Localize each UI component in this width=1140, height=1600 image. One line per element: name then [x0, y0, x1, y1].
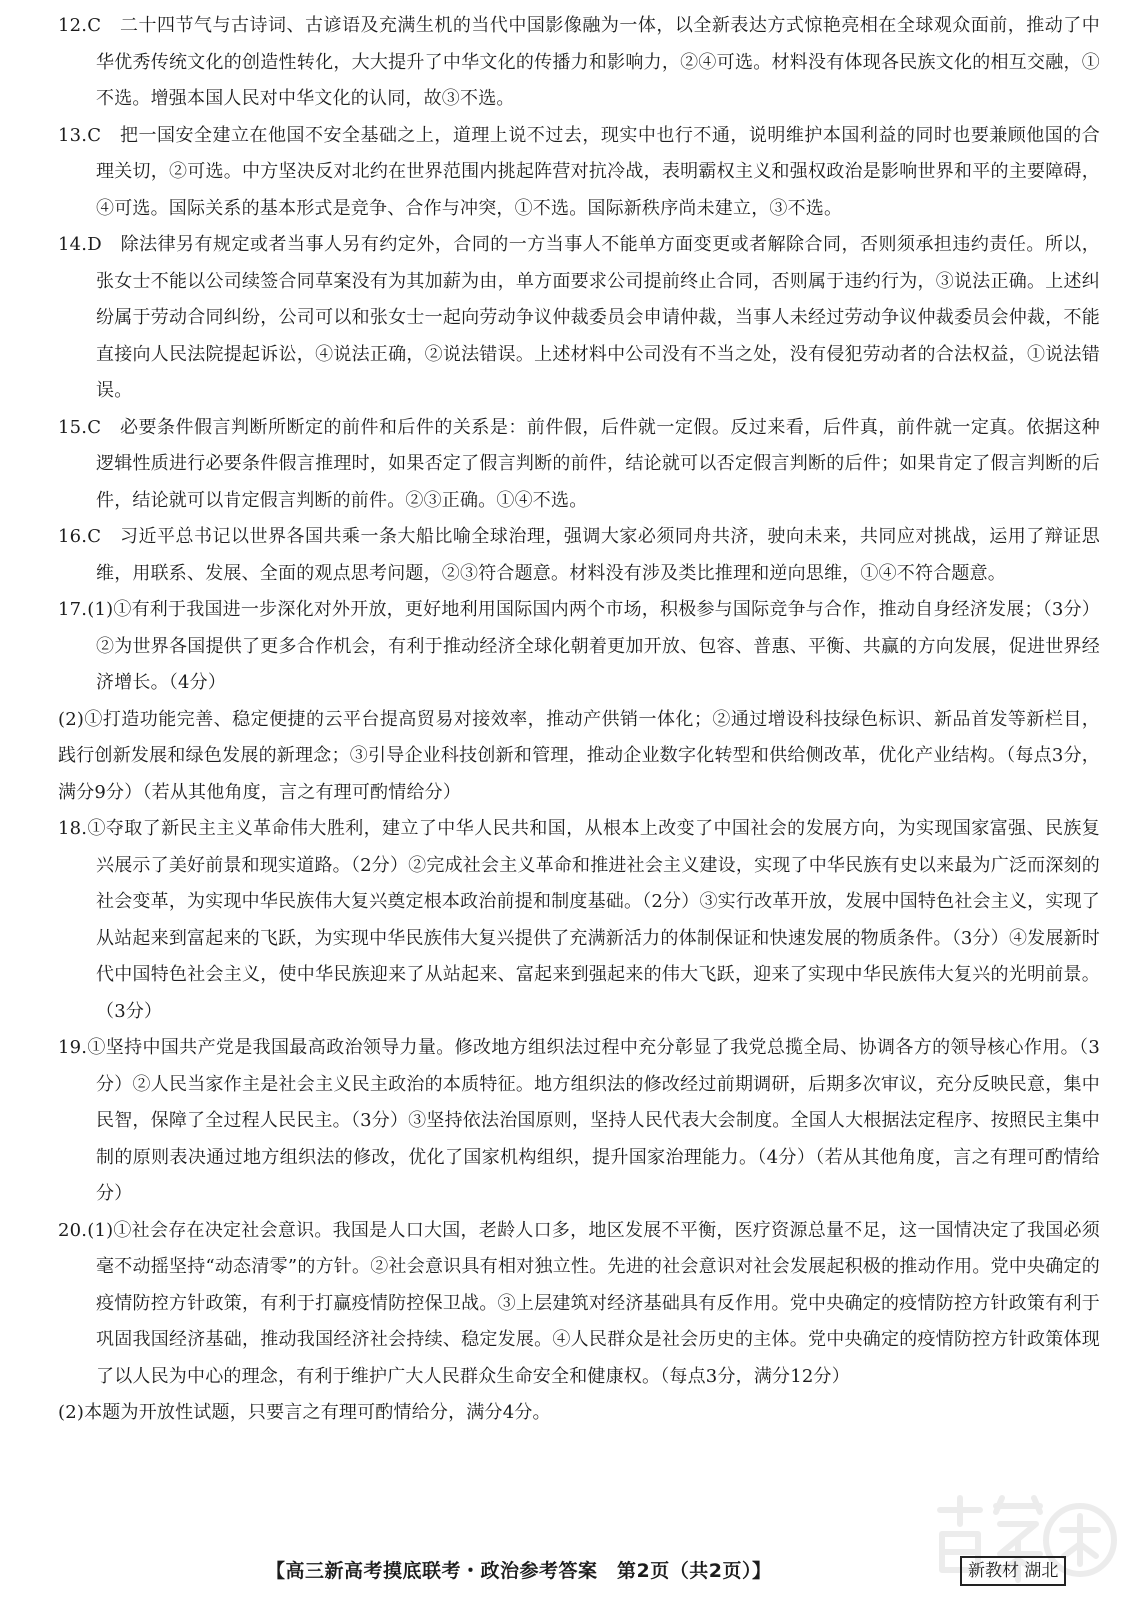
- page-footer: [0, 1552, 1140, 1592]
- answer-19: 19.①坚持中国共产党是我国最高政治领导力量。修改地方组织法过程中充分彰显了我党总揽全局、协调各方的领导核心作用。（3分）②人民当家作主是社会主义民主政治的本质特征。地方组织法的修改经过前期调研，后期多次审议，充分反映民意，集中民智，保障了全过程人民民主。（3分）③坚持依法治国原则，坚持人民代表大会制度。全国人大根据法定程序、按照民主集中制的原则表决通过地方组织法的修改，优化了国家机构组织，提升国家治理能力。（4分）（若从其他角度，言之有理可酌情给分）: [58, 1037, 1100, 1204]
- answer-18: 18.①夺取了新民主主义革命伟大胜利，建立了中华人民共和国，从根本上改变了中国社会的发展方向，为实现国家富强、民族复兴展示了美好前景和现实道路。（2分）②完成社会主义革命和推进社会主义建设，实现了中华民族有史以来最为广泛而深刻的社会变革，为实现中华民族伟大复兴奠定根本政治前提和制度基础。（2分）③实行改革开放，发展中国特色社会主义，实现了从站起来到富起来的飞跃，为实现中华民族伟大复兴提供了充满新活力的体制保证和快速发展的物质条件。（3分）④发展新时代中国特色社会主义，使中华民族迎来了从站起来、富起来到强起来的伟大飞跃，迎来了实现中华民族伟大复兴的光明前景。（3分）: [58, 818, 1100, 1022]
- answer-15: 15.C 必要条件假言判断所断定的前件和后件的关系是：前件假，后件就一定假。反过来看，后件真，前件就一定真。依据这种逻辑性质进行必要条件假言推理时，如果否定了假言判断的前件，结论就可以否定假言判断的后件；如果肯定了假言判断的后件，结论就可以肯定假言判断的前件。②③正确。①④不选。: [58, 416, 1100, 511]
- answer-17-part-1: 17.(1)①有利于我国进一步深化对外开放，更好地利用国际国内两个市场，积极参与国际竞争与合作，推动自身经济发展；（3分）②为世界各国提供了更多合作机会，有利于推动经济全球化朝着更加开放、包容、普惠、平衡、共赢的方向发展，促进世界经济增长。（4分）: [58, 599, 1100, 693]
- answer-17-part-2: (2)①打造功能完善、稳定便捷的云平台提高贸易对接效率，推动产供销一体化；②通过增设科技绿色标识、新品首发等新栏目，践行创新发展和绿色发展的新理念；③引导企业科技创新和管理，推动企业数字化转型和供给侧改革，优化产业结构。（每点3分，满分9分）（若从其他角度，言之有理可酌情给分）: [58, 708, 1100, 803]
- answer-13: 13.C 把一国安全建立在他国不安全基础之上，道理上说不过去，现实中也行不通，说明维护本国利益的同时也要兼顾他国的合理关切，②可选。中方坚决反对北约在世界范围内挑起阵营对抗冷战，表明霸权主义和强权政治是影响世界和平的主要障碍，④可选。国际关系的基本形式是竞争、合作与冲突，①不选。国际新秩序尚未建立，③不选。: [58, 124, 1100, 219]
- answer-16: 16.C 习近平总书记以世界各国共乘一条大船比喻全球治理，强调大家必须同舟共济，驶向未来，共同应对挑战，运用了辩证思维，用联系、发展、全面的观点思考问题，②③符合题意。材料没有涉及类比推理和逆向思维，①④不符合题意。: [58, 526, 1100, 584]
- answer-12: 12.C 二十四节气与古诗词、古谚语及充满生机的当代中国影像融为一体，以全新表达方式惊艳亮相在全球观众面前，推动了中华优秀传统文化的创造性转化，大大提升了中华文化的传播力和影响力，②④可选。材料没有体现各民族文化的相互交融，①不选。增强本国人民对中华文化的认同，故③不选。: [58, 15, 1100, 109]
- answer-20-part-1: 20.(1)①社会存在决定社会意识。我国是人口大国，老龄人口多，地区发展不平衡，医疗资源总量不足，这一国情决定了我国必须毫不动摇坚持“动态清零”的方针。②社会意识具有相对独立性。先进的社会意识对社会发展起积极的推动作用。党中央确定的疫情防控方针政策，有利于打赢疫情防控保卫战。③上层建筑对经济基础具有反作用。党中央确定的疫情防控方针政策有利于巩固我国经济基础，推动我国经济社会持续、稳定发展。④人民群众是社会历史的主体。党中央确定的疫情防控方针政策体现了以人民为中心的理念，有利于维护广大人民群众生命安全和健康权。（每点3分，满分12分）: [58, 1219, 1100, 1387]
- footer-title: 【高三新高考摸底联考・政治参考答案 第2页（共2页）】: [266, 1560, 772, 1582]
- answer-14: 14.D 除法律另有规定或者当事人另有约定外，合同的一方当事人不能单方面变更或者解除合同，否则须承担违约责任。所以，张女士不能以公司续签合同草案没有为其加薪为由，单方面要求公司提前终止合同，否则属于违约行为，③说法正确。上述纠纷属于劳动合同纠纷，公司可以和张女士一起向劳动争议仲裁委员会申请仲裁，当事人未经过劳动争议仲裁委员会仲裁，不能直接向人民法院提起诉讼，④说法正确，②说法错误。上述材料中公司没有不当之处，没有侵犯劳动者的合法权益，①说法错误。: [58, 234, 1100, 401]
- answer-key-content: [58, 8, 1100, 1432]
- region-badge: 新教材 湖北: [960, 1556, 1066, 1586]
- answer-20-part-2: (2)本题为开放性试题，只要言之有理可酌情给分，满分4分。: [58, 1402, 551, 1423]
